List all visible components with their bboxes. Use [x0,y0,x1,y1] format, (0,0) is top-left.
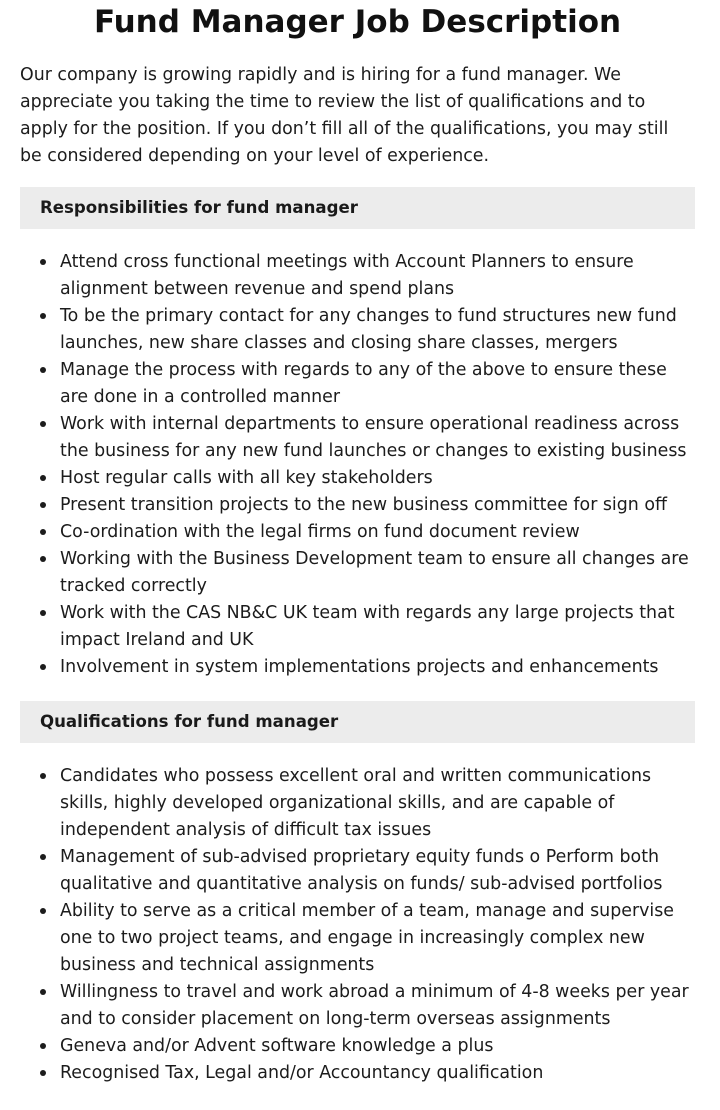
list-item [20,1060,695,1087]
list-item [20,303,695,357]
list-item [20,979,695,1033]
list-item [20,546,695,600]
list-item [20,600,695,654]
list-item [20,763,695,844]
list-item-text: Geneva and/or Advent software knowledge a plus [60,1036,494,1056]
list-item [20,492,695,519]
list-item-text: Work with internal departments to ensure operational readiness across the business for any new fund launches or changes to existing business [60,414,687,461]
bullet-icon [40,529,46,535]
list-item-text: Candidates who possess excellent oral and written communications skills, highly developed organizational skills, and are capable of independent analysis of difficult tax issues [60,766,652,840]
bullet-icon [40,664,46,670]
bullet-icon [40,259,46,265]
list-item [20,654,695,681]
responsibilities-list [20,249,695,681]
list-item [20,898,695,979]
list-item [20,844,695,898]
list-item-text: Working with the Business Development team to ensure all changes are tracked correctly [60,549,689,596]
list-item-text: Ability to serve as a critical member of a team, manage and supervise one to two project teams, and engage in increasingly complex new business and technical assignments [60,901,674,975]
responsibilities-heading: Responsibilities for fund manager [20,187,695,229]
bullet-icon [40,908,46,914]
list-item-text: Willingness to travel and work abroad a minimum of 4-8 weeks per year and to consider placement on long-term overseas assignments [60,982,689,1029]
bullet-icon [40,1070,46,1076]
page-title: Fund Manager Job Description [93,4,622,40]
list-item-text: Work with the CAS NB&C UK team with regards any large projects that impact Ireland and UK [60,603,675,650]
list-item [20,465,695,492]
qualifications-list [20,763,695,1087]
bullet-icon [40,610,46,616]
bullet-icon [40,854,46,860]
bullet-icon [40,313,46,319]
bullet-icon [40,421,46,427]
list-item-text: Involvement in system implementations projects and enhancements [60,657,659,677]
bullet-icon [40,367,46,373]
intro-paragraph: Our company is growing rapidly and is hiring for a fund manager. We appreciate you taking the time to review the list of qualifications and to apply for the position. If you don’t fill all of the qualifications, you may still be considered depending on your level of experience. [20,65,669,166]
list-item-text: Management of sub-advised proprietary equity funds o Perform both qualitative and quantitative analysis on funds/ sub-advised portfolios [60,847,663,894]
bullet-icon [40,1043,46,1049]
list-item-text: Manage the process with regards to any of the above to ensure these are done in a controlled manner [60,360,667,407]
bullet-icon [40,556,46,562]
list-item [20,249,695,303]
bullet-icon [40,773,46,779]
bullet-icon [40,502,46,508]
list-item-text: Present transition projects to the new business committee for sign off [60,495,667,515]
list-item [20,357,695,411]
list-item-text: Co-ordination with the legal firms on fund document review [60,522,580,542]
bullet-icon [40,475,46,481]
list-item-text: Recognised Tax, Legal and/or Accountancy qualification [60,1063,544,1083]
list-item-text: To be the primary contact for any changes to fund structures new fund launches, new share classes and closing share classes, mergers [60,306,677,353]
list-item-text: Host regular calls with all key stakeholders [60,468,433,488]
list-item [20,1033,695,1060]
list-item [20,411,695,465]
qualifications-heading: Qualifications for fund manager [20,701,695,743]
bullet-icon [40,989,46,995]
list-item [20,519,695,546]
list-item-text: Attend cross functional meetings with Account Planners to ensure alignment between revenue and spend plans [60,252,634,299]
